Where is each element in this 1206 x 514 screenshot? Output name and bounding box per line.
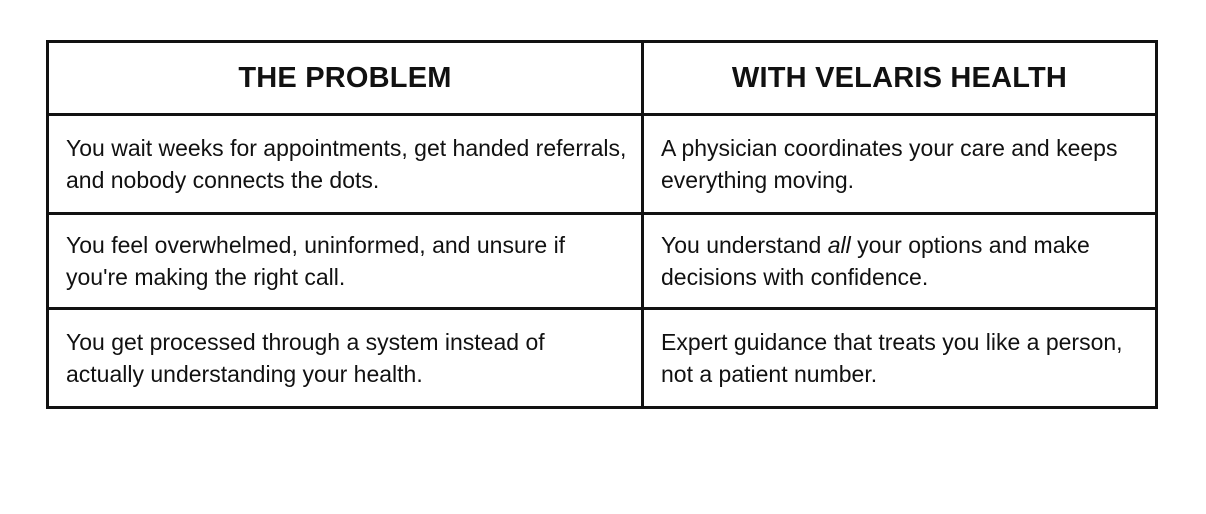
header-with-velaris-health: WITH VELARIS HEALTH — [643, 42, 1157, 115]
table-row — [48, 309, 1157, 408]
solution-text-after: your options and make decisions with confidence. — [661, 232, 1090, 290]
comparison-table — [46, 40, 1158, 409]
problem-cell: You wait weeks for appointments, get handed referrals, and nobody connects the dots. — [48, 115, 643, 214]
table-body — [48, 115, 1157, 408]
solution-text-before: You understand — [661, 232, 828, 258]
problem-cell: You get processed through a system instead of actually understanding your health. — [48, 309, 643, 408]
solution-emphasis: all — [827, 232, 851, 258]
table-row — [48, 214, 1157, 309]
solution-cell: Expert guidance that treats you like a person, not a patient number. — [643, 309, 1157, 408]
problem-cell: You feel overwhelmed, uninformed, and unsure if you're making the right call. — [48, 214, 643, 309]
header-problem: THE PROBLEM — [48, 42, 643, 115]
solution-cell: A physician coordinates your care and keeps everything moving. — [643, 115, 1157, 214]
solution-cell — [643, 214, 1157, 309]
table-header — [48, 42, 1157, 115]
table-row — [48, 115, 1157, 214]
header-row — [48, 42, 1157, 115]
